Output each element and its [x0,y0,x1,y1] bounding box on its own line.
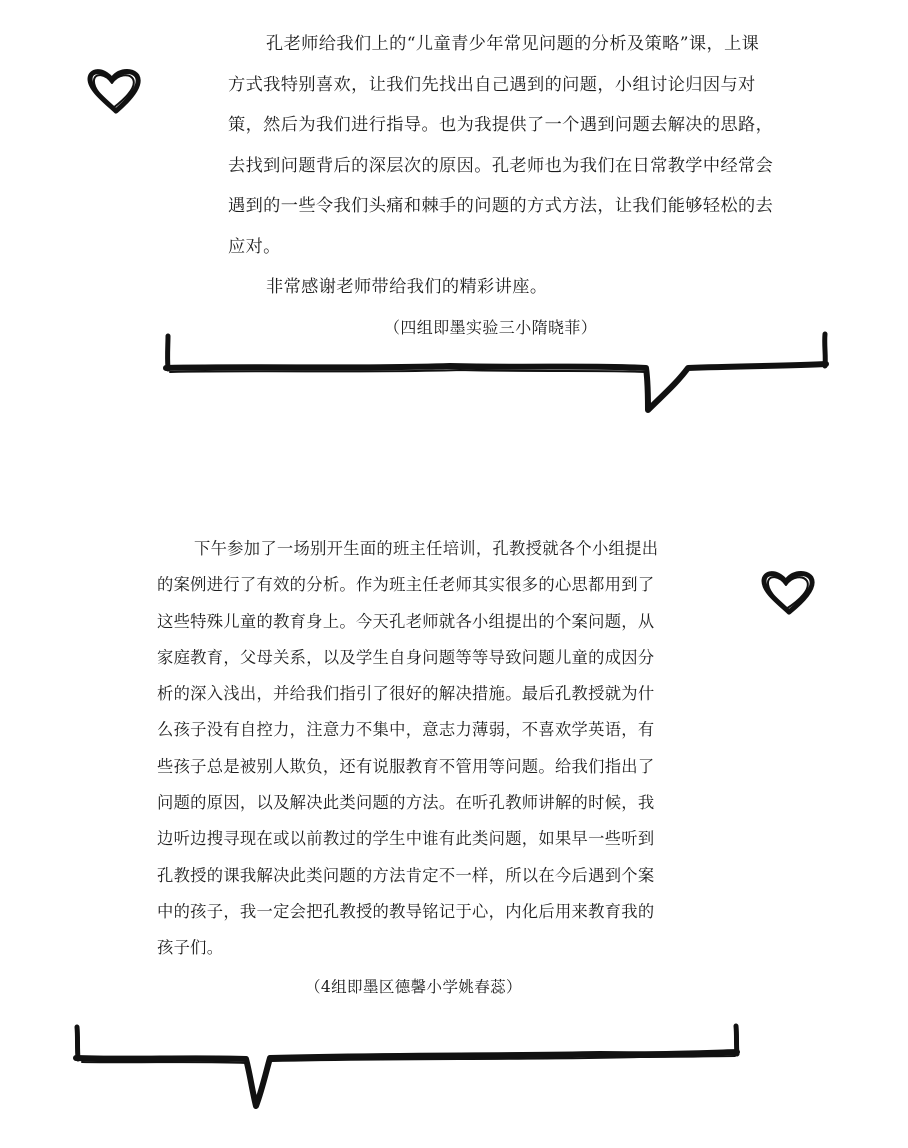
paragraph: 下午参加了一场别开生面的班主任培训，孔教授就各个小组提出的案例进行了有效的分析。作为班主任老师其实很多的心思都用到了这些特殊儿童的教育身上。今天孔老师就各小组提出的个案问题，从家庭教育，父母关系，以及学生自身问题等等导致问题儿童的成因分析的深入浅出，并给我们指引了很好的解决措施。最后孔教授就为什么孩子没有自控力，注意力不集中，意志力薄弱，不喜欢学英语，有些孩子总是被别人欺负，还有说服教育不管用等问题。给我们指出了问题的原因，以及解决此类问题的方法。在听孔教师讲解的时候，我边听边搜寻现在或以前教过的学生中谁有此类问题，如果早一些听到孔教授的课我解决此类问题的方法肯定不一样，所以在今后遇到个案中的孩子，我一定会把孔教授的教导铭记于心，内化后用来教育我的孩子们。 [157,539,659,958]
reflection-section-1 [228,24,776,348]
author-signature: （四组即墨实验三小隋晓菲） [384,317,598,337]
paragraph: 非常感谢老师带给我们的精彩讲座。 [266,277,548,297]
heart-icon [90,71,138,111]
heart-icon [764,573,812,612]
speech-bubble-line [76,1026,737,1106]
author-signature: （4组即墨区德馨小学姚春蕊） [305,977,522,996]
paragraph: 孔老师给我们上的“儿童青少年常见问题的分析及策略”课，上课方式我特别喜欢，让我们先找出自己遇到的问题，小组讨论归因与对策，然后为我们进行指导。也为我提供了一个遇到问题去解决的思路，去找到问题背后的深层次的原因。孔老师也为我们在日常教学中经常会遇到的一些令我们头痛和棘手的问题的方式方法，让我们能够轻松的去应对。 [228,34,774,257]
reflection-section-2 [157,531,659,1007]
